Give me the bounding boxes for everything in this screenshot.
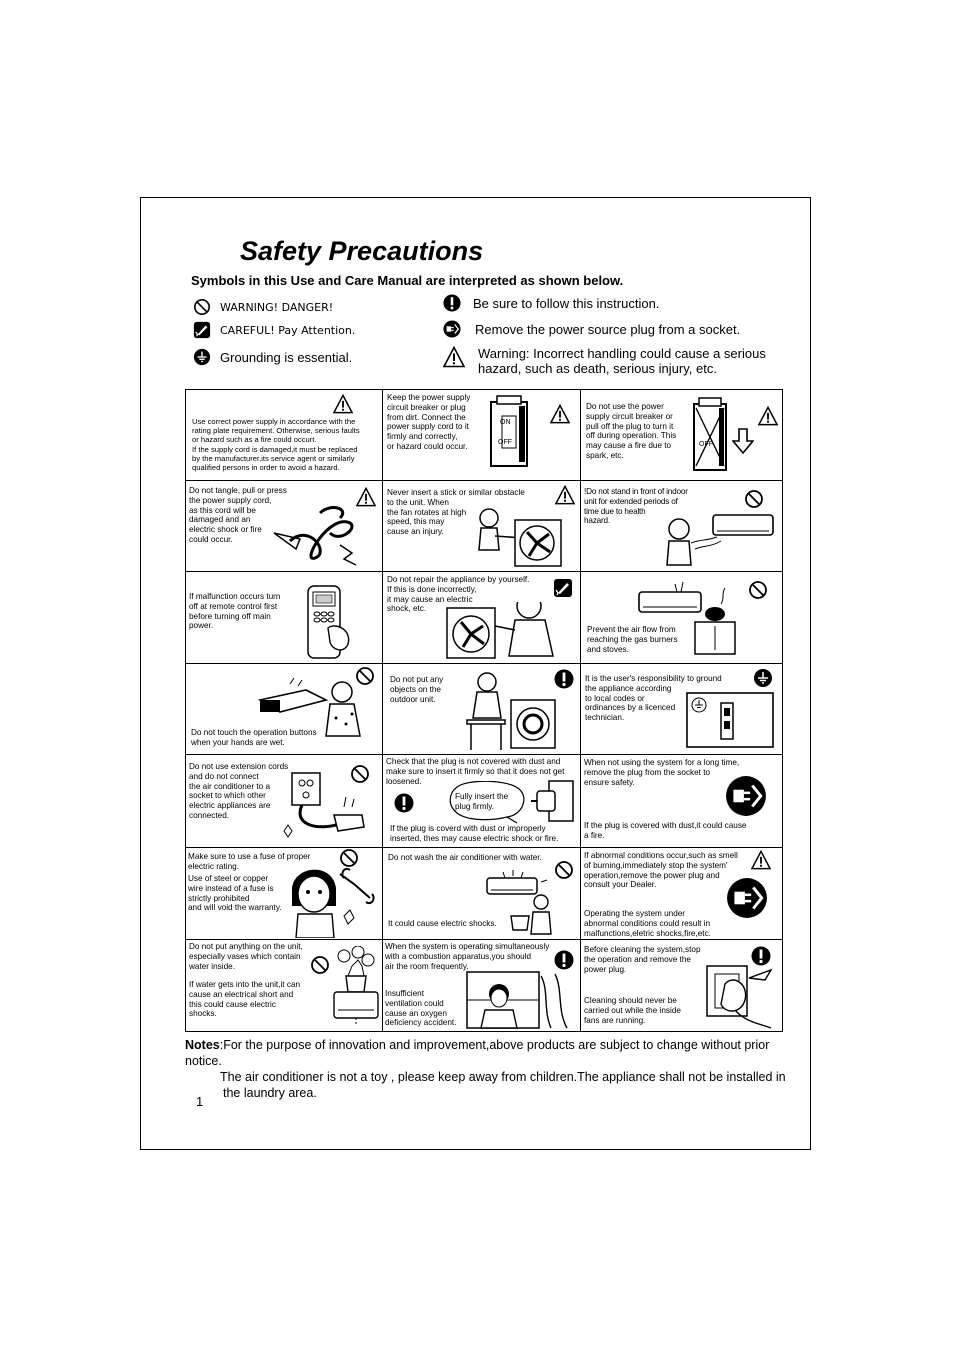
precaution-text: If malfunction occurs turn off at remote control first before turning off main power.	[189, 592, 281, 631]
exclamation-icon	[443, 294, 461, 312]
precaution-cell	[383, 390, 581, 481]
precaution-cell	[581, 848, 782, 940]
legend-label: WARNING! DANGER!	[220, 300, 334, 314]
precaution-cell	[186, 755, 383, 848]
warning-triangle-icon	[550, 404, 570, 424]
legend-follow	[443, 294, 659, 312]
switch-off-label: OFF	[498, 439, 512, 446]
precaution-text-2: Operating the system under abnormal conditions could result in malfunctions,eletric shocks,fire,etc.	[584, 909, 711, 938]
notes-line-2: The air conditioner is not a toy , please keep away from children.The appliance shall not be installed in	[220, 1070, 786, 1084]
hand-unplug-illustration	[705, 964, 775, 1030]
precaution-cell	[186, 390, 383, 481]
page-number: 1	[196, 1094, 204, 1109]
precaution-text: Do not use the power supply circuit breaker or pull off the plug to turn it off during operation. This may cause a fire due to spark, etc.	[586, 402, 677, 460]
breaker-switch-crossed-illustration	[692, 396, 728, 474]
unplug-icon	[726, 877, 768, 919]
girl-wrench-illustration	[288, 862, 380, 938]
warning-triangle-icon	[758, 406, 778, 426]
precaution-text: !Do not stand in front of indoor unit for extended periods of time due to health hazard.	[584, 487, 688, 526]
precaution-cell	[581, 755, 782, 848]
legend-label: CAREFUL! Pay Attention.	[220, 323, 356, 337]
child-stick-fan-illustration	[471, 506, 565, 570]
precaution-text: Do not use extension cords and do not connect the air conditioner to a socket to which other electric appliances are connected.	[189, 762, 289, 820]
precaution-text-2: Insufficient ventilation could cause an oxygen deficiency accident.	[385, 989, 457, 1028]
warning-triangle-icon	[751, 850, 771, 870]
precaution-cell	[186, 848, 383, 940]
grounding-icon	[753, 668, 773, 688]
remote-control-illustration	[306, 584, 356, 660]
plug-socket-illustration	[529, 777, 577, 823]
legend-label: Grounding is essential.	[220, 349, 353, 365]
open-window-illustration	[459, 970, 575, 1030]
precaution-text: Never insert a stick or similar obstacle to the unit. When the fan rotates at high speed, this may cause an injury.	[387, 488, 525, 537]
legend-warning-danger	[193, 298, 333, 316]
breaker-switch-illustration	[489, 394, 529, 468]
precaution-cell	[186, 664, 383, 755]
precaution-text: Prevent the air flow from reaching the gas burners and stoves.	[587, 625, 678, 654]
precaution-cell	[581, 572, 782, 664]
grounded-outlet-illustration	[685, 691, 775, 749]
precaution-text: Do not put any objects on the outdoor unit.	[390, 675, 444, 704]
grounding-icon	[193, 348, 211, 366]
warning-triangle-icon	[555, 485, 575, 505]
exclamation-icon	[394, 793, 414, 813]
repair-person-illustration	[443, 602, 575, 662]
precaution-cell	[383, 940, 581, 1032]
precaution-text-2: If water gets into the unit,it can cause an electrical short and this could cause electric shocks.	[189, 980, 301, 1019]
legend-label: Warning: Incorrect handling could cause a serious hazard, such as death, serious injury, etc.	[478, 346, 766, 376]
precaution-cell	[383, 664, 581, 755]
precaution-text: Do not tangle, pull or press the power supply cord, as this cord will be damaged and an electric shock or fire could occur.	[189, 486, 287, 544]
precaution-text-2: It could cause electric shocks.	[388, 919, 497, 928]
prohibition-icon	[744, 489, 764, 509]
precaution-text-2: If the plug is covered with dust,it could cause a fire.	[584, 821, 747, 840]
unplug-icon	[443, 320, 461, 338]
person-indoor-unit-illustration	[661, 509, 775, 569]
precaution-text: When the system is operating simultaneously with a combustion apparatus,you should air the room frequently.	[385, 942, 550, 971]
notes-label: Notes	[185, 1038, 220, 1052]
legend-heading: Symbols in this Use and Care Manual are interpreted as shown below.	[191, 273, 624, 288]
precaution-cell	[581, 940, 782, 1032]
precaution-text-2: Use of steel or copper wire instead of a fuse is strictly prohibited and will void the warranty.	[188, 874, 282, 913]
precaution-text-2: Cleaning should never be carried out while the inside fans are running.	[584, 996, 681, 1025]
warning-triangle-icon	[443, 346, 465, 368]
precaution-cell	[383, 481, 581, 572]
switch-on-label: ON	[500, 419, 511, 426]
precaution-cell	[186, 481, 383, 572]
switch-off-label: OFF	[699, 441, 713, 448]
precaution-cell	[383, 572, 581, 664]
precaution-cell	[581, 664, 782, 755]
precaution-text: Do not put anything on the unit, especially vases which contain water inside.	[189, 942, 303, 971]
precaution-text: It is the user's responsibility to ground the appliance according to local codes or ordinances by a licenced technician.	[585, 674, 722, 723]
prohibition-icon	[193, 298, 211, 316]
child-on-outdoor-unit-illustration	[461, 672, 561, 752]
legend-label: Remove the power source plug from a socket.	[475, 321, 741, 337]
precaution-text: Check that the plug is not covered with dust and make sure to insert it firmly so that it does not get loosened.	[386, 757, 565, 786]
precaution-cell	[186, 572, 383, 664]
precaution-text: Keep the power supply circuit breaker or plug from dirt. Connect the power supply cord to it firmly and correctly, or hazard could occur.	[387, 393, 471, 451]
precaution-text: Make sure to use a fuse of proper electric rating.	[188, 852, 311, 871]
extension-cord-illustration	[282, 767, 366, 843]
exclamation-icon	[751, 946, 771, 966]
precaution-cell	[186, 940, 383, 1032]
precaution-text: Do not touch the operation buttons when your hands are wet.	[191, 728, 317, 747]
legend-careful	[193, 321, 355, 339]
precaution-text-2: If the plug is coverd with dust or improperly inserted, thes may cause electric shock or fire.	[390, 824, 559, 843]
legend-remove-plug	[443, 320, 740, 338]
speech-bubble-text: Fully insert the plug firmly.	[455, 792, 509, 811]
precaution-cell	[383, 755, 581, 848]
precaution-text: Do not repair the appliance by yourself. If this is done incorrectly, it may cause an electric shock, etc.	[387, 575, 530, 614]
pencil-check-icon	[553, 578, 573, 598]
notes-line-3: the laundry area.	[223, 1086, 317, 1100]
legend-warning-hazard	[443, 346, 766, 376]
precaution-cell	[383, 848, 581, 940]
precaution-text: When not using the system for a long time, remove the plug from the socket to ensure safety.	[584, 758, 740, 787]
notes-block	[185, 1037, 805, 1101]
down-arrow-illustration	[732, 428, 754, 454]
precaution-cell	[581, 390, 782, 481]
vase-on-unit-illustration	[332, 946, 380, 1028]
tangled-cord-illustration	[270, 503, 362, 567]
page-title: Safety Precautions	[240, 236, 484, 266]
exclamation-icon	[554, 950, 574, 970]
legend-label: Be sure to follow this instruction.	[473, 295, 660, 311]
prohibition-icon	[310, 955, 330, 975]
unplug-icon	[725, 775, 767, 817]
legend-grounding	[193, 348, 352, 366]
prohibition-icon	[748, 580, 768, 600]
notes-line-1: :For the purpose of innovation and improvement,above products are subject to change without prior notice.	[185, 1038, 770, 1068]
precaution-text: Do not wash the air conditioner with water.	[388, 853, 542, 862]
warning-triangle-icon	[333, 394, 353, 414]
precaution-text: Use correct power supply in accordance with the rating plate requirement. Otherwise, serious faults or hazard such as a fire could occurt. If the supply cord is damaged,it must be replaced by the manufacturer,its service agent or similarly qualified persons in order to avoid a hazard.	[192, 417, 360, 473]
precaution-text: Before cleaning the system,stop the operation and remove the power plug.	[584, 945, 701, 974]
precaution-cell	[581, 481, 782, 572]
pencil-check-icon	[193, 321, 211, 339]
precaution-text: If abnormal conditions occur,such as smell of burning,immediately stop the system' operation,remove the power plug and consult your Dealer.	[584, 851, 738, 890]
precautions-grid	[185, 389, 783, 1032]
